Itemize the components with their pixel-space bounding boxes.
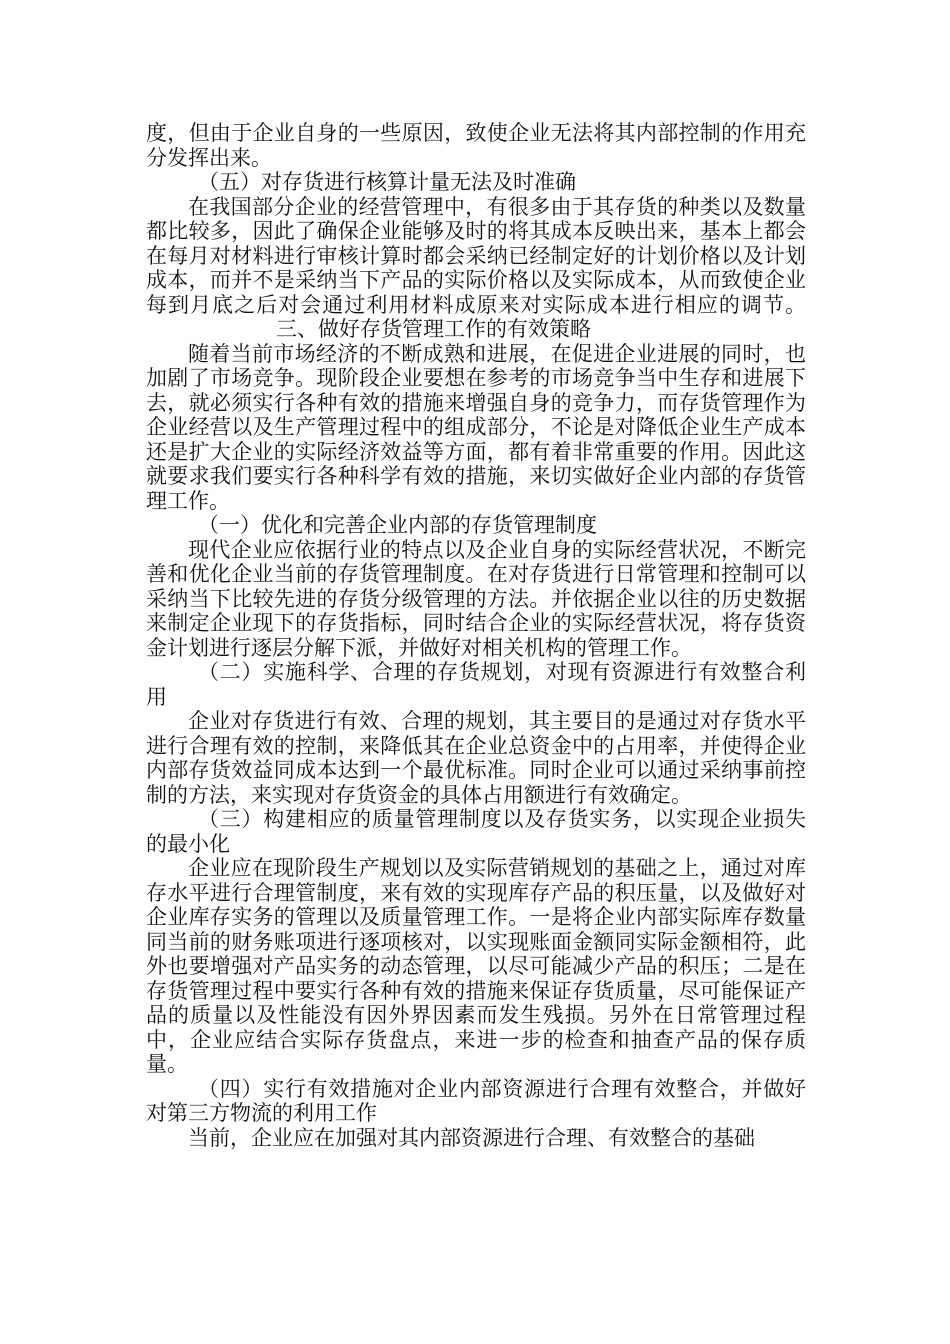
paragraph-market-competition: 随着当前市场经济的不断成熟和进展，在促进企业进展的同时，也加剧了市场竞争。现阶段企业要想在参考的市场竞争当中生存和进展下去，就必须实行各种有效的措施来增强自身的竞争力，而存货管理作为企业经营以及生产管理过程中的组成部分，不论是对降低企业生产成本还是扩大企业的实际经济效益等方面，都有着非常重要的作用。因此这就要求我们要实行各种科学有效的措施，来切实做好企业内部的存货管理工作。 xyxy=(146,341,806,513)
subheading-two: （二）实施科学、合理的存货规划，对现有资源进行有效整合利用 xyxy=(146,660,806,709)
paragraph-continuation: 度，但由于企业自身的一些原因，致使企业无法将其内部控制的作用充分发挥出来。 xyxy=(146,121,806,170)
paragraph-inventory-accounting-text: 在我国部分企业的经营管理中，有很多由于其存货的种类以及数量都比较多，因此了确保企业能够及时的将其成本反映出来，基本上都会在每月对材料进行审核计算时都会采纳已经制定好的计划价格以及计划成本，而并不是采纳当下产品的实际价格以及实际成本，从而致使企业每到月底之后对会通过利用材料成原来对实际成本进行相应的调节。 xyxy=(146,194,806,317)
subheading-five: （五）对存货进行核算计量无法及时准确 xyxy=(198,170,576,194)
subheading-three: （三）构建相应的质量管理制度以及存货实务，以实现企业损失的最小化 xyxy=(146,807,806,856)
subheading-four: （四）实行有效措施对企业内部资源进行合理有效整合，并做好对第三方物流的利用工作 xyxy=(146,1076,806,1125)
paragraph-quality-management: 企业应在现阶段生产规划以及实际营销规划的基础之上，通过对库存水平进行合理管制度，来有效的实现库存产品的积压量，以及做好对企业库存实务的管理以及质量管理工作。一是将企业内部实际库存数量同当前的财务账项进行逐项核对，以实现账面金额同实际金额相符，此外也要增强对产品实务的动态管理，以尽可能减少产品的积压；二是在存货管理过程中要实行各种有效的措施来保证存货质量，尽可能保证产品的质量以及性能没有因外界因素而发生残损。另外在日常管理过程中，企业应结合实际存货盘点，来进一步的检查和抽查产品的保存质量。 xyxy=(146,856,806,1076)
paragraph-inventory-planning: 企业对存货进行有效、合理的规划，其主要目的是通过对存货水平进行合理有效的控制，来降低其在企业总资金中的占用率，并使得企业内部存货效益同成本达到一个最优标准。同时企业可以通过采纳事前控制的方法，来实现对存货资金的具体占用额进行有效确定。 xyxy=(146,709,806,807)
subheading-one: （一）优化和完善企业内部的存货管理制度 xyxy=(198,513,597,537)
paragraph-resource-integration: 当前，企业应在加强对其内部资源进行合理、有效整合的基础 xyxy=(188,1125,755,1150)
section-heading-three: 三、做好存货管理工作的有效策略 xyxy=(276,317,591,341)
paragraph-management-system: 现代企业应依据行业的特点以及企业自身的实际经营状况，不断完善和优化企业当前的存货管理制度。在对存货进行日常管理和控制可以采纳当下比较先进的存货分级管理的方法。并依据企业以往的历史数据来制定企业现下的存货指标，同时结合企业的实际经营状况，将存货资金计划进行逐层分解下派，并做好对相关机构的管理工作。 xyxy=(146,537,806,660)
paragraph-inventory-accounting xyxy=(146,195,806,342)
document-page xyxy=(146,121,806,1150)
